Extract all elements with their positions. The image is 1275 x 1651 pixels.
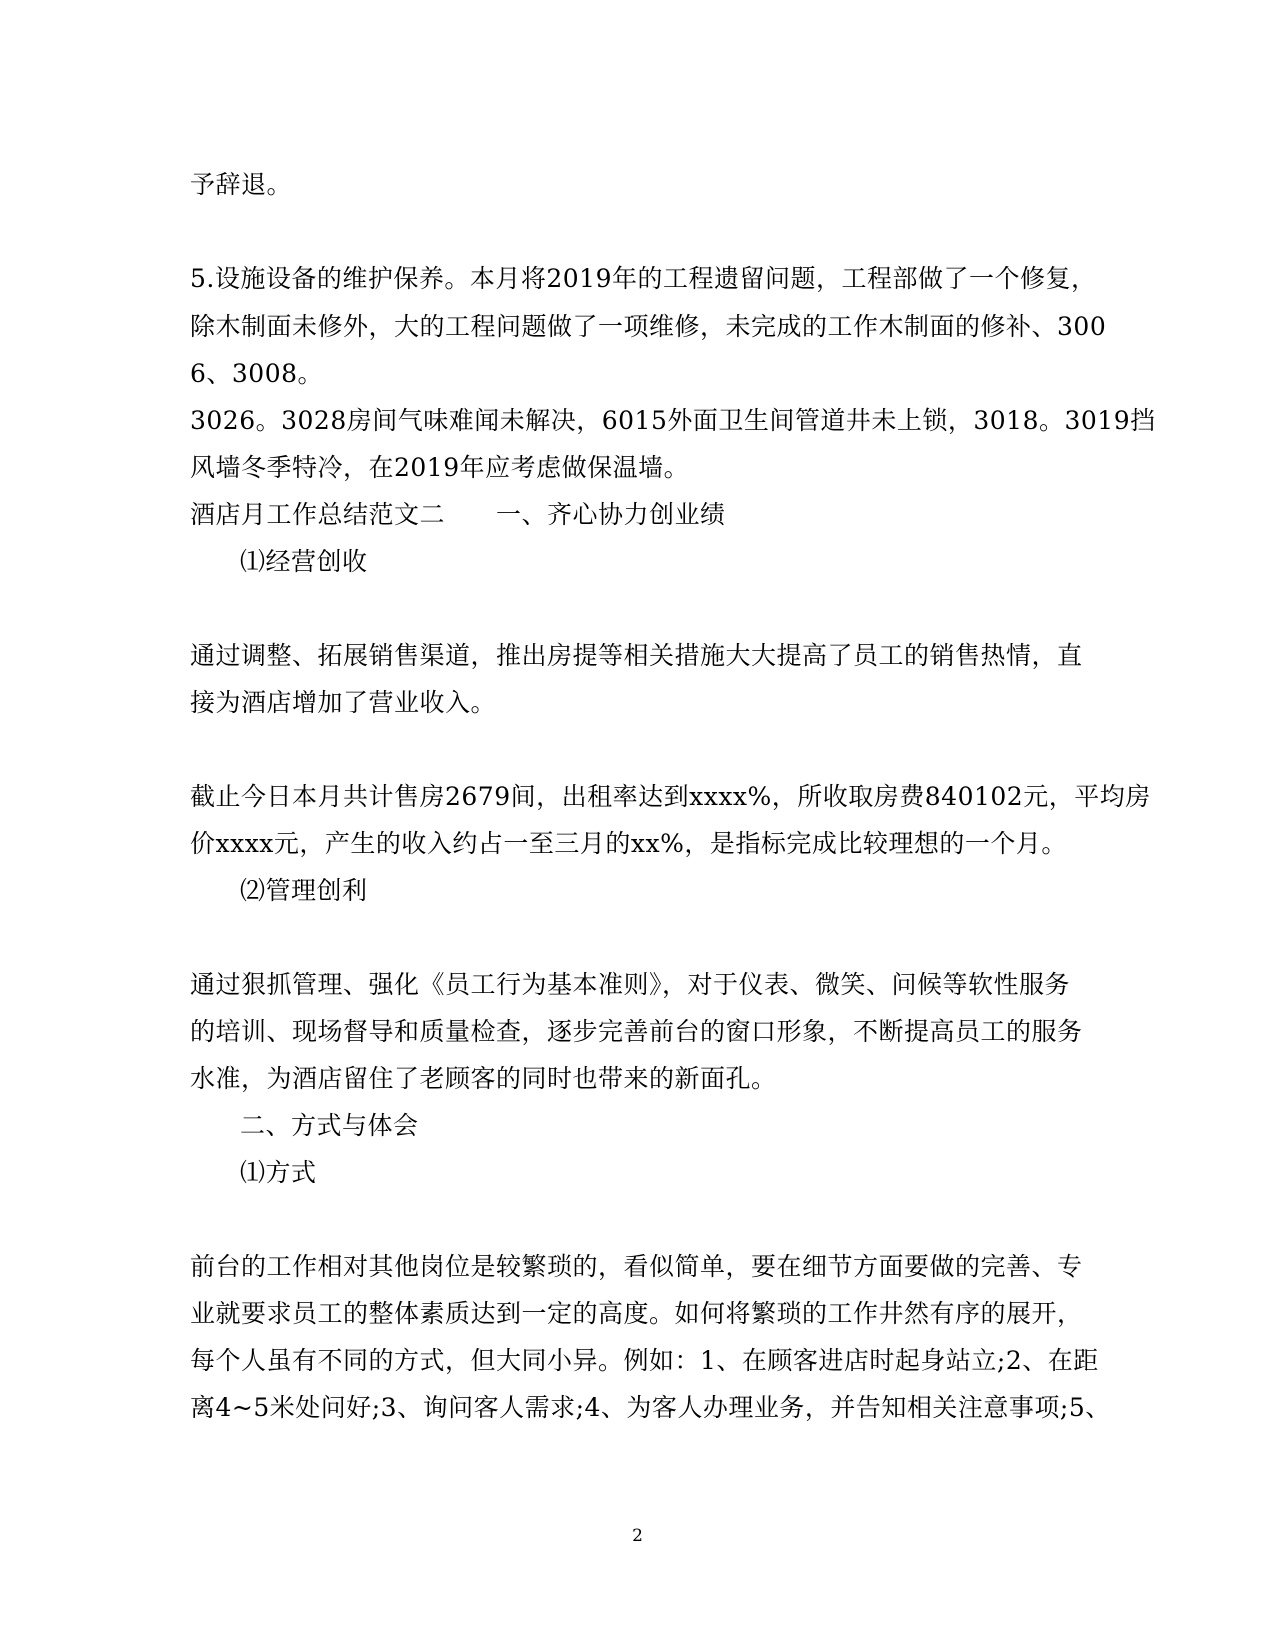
section-heading: 酒店月工作总结范文二 一、齐心协力创业绩 [190, 500, 726, 529]
text-line: 的培训、现场督导和质量检查，逐步完善前台的窗口形象，不断提高员工的服务 [190, 1017, 1083, 1046]
text-line: 5.设施设备的维护保养。本月将2019年的工程遗留问题，工程部做了一个修复， [190, 264, 1097, 293]
text-line: 6、3008。 [190, 359, 324, 388]
text-line: 通过调整、拓展销售渠道，推出房提等相关措施大大提高了员工的销售热情，直 [190, 641, 1083, 670]
text-line: 除木制面未修外，大的工程问题做了一项维修，未完成的工作木制面的修补、300 [190, 312, 1107, 341]
text-line: 接为酒店增加了营业收入。 [190, 688, 497, 717]
text-line: 业就要求员工的整体素质达到一定的高度。如何将繁琐的工作井然有序的展开， [190, 1299, 1083, 1328]
text-line: 予辞退。 [190, 170, 293, 199]
sub-heading: ⑴方式 [240, 1158, 317, 1187]
sub-heading: ⑵管理创利 [240, 876, 368, 905]
text-line: 通过狠抓管理、强化《员工行为基本准则》，对于仪表、微笑、问候等软性服务 [190, 970, 1071, 999]
page-number: 2 [632, 1526, 643, 1546]
text-line: 离4~5米处问好;3、询问客人需求;4、为客人办理业务，并告知相关注意事项;5、 [190, 1393, 1111, 1422]
section-heading: 二、方式与体会 [240, 1111, 419, 1140]
text-line: 3026。3028房间气味难闻未解决，6015外面卫生间管道井未上锁，3018。3019挡 [190, 406, 1156, 435]
text-line: 水准，为酒店留住了老顾客的同时也带来的新面孔。 [190, 1064, 777, 1093]
text-line: 价xxxx元，产生的收入约占一至三月的xx%，是指标完成比较理想的一个月。 [190, 829, 1067, 858]
text-line: 每个人虽有不同的方式，但大同小异。例如：1、在顾客进店时起身站立;2、在距 [190, 1346, 1099, 1375]
text-line: 截止今日本月共计售房2679间，出租率达到xxxx%，所收取房费840102元，平均房 [190, 782, 1151, 811]
text-line: 前台的工作相对其他岗位是较繁琐的，看似简单，要在细节方面要做的完善、专 [190, 1252, 1083, 1281]
sub-heading: ⑴经营创收 [240, 547, 368, 576]
text-line: 风墙冬季特冷，在2019年应考虑做保温墙。 [190, 453, 690, 482]
